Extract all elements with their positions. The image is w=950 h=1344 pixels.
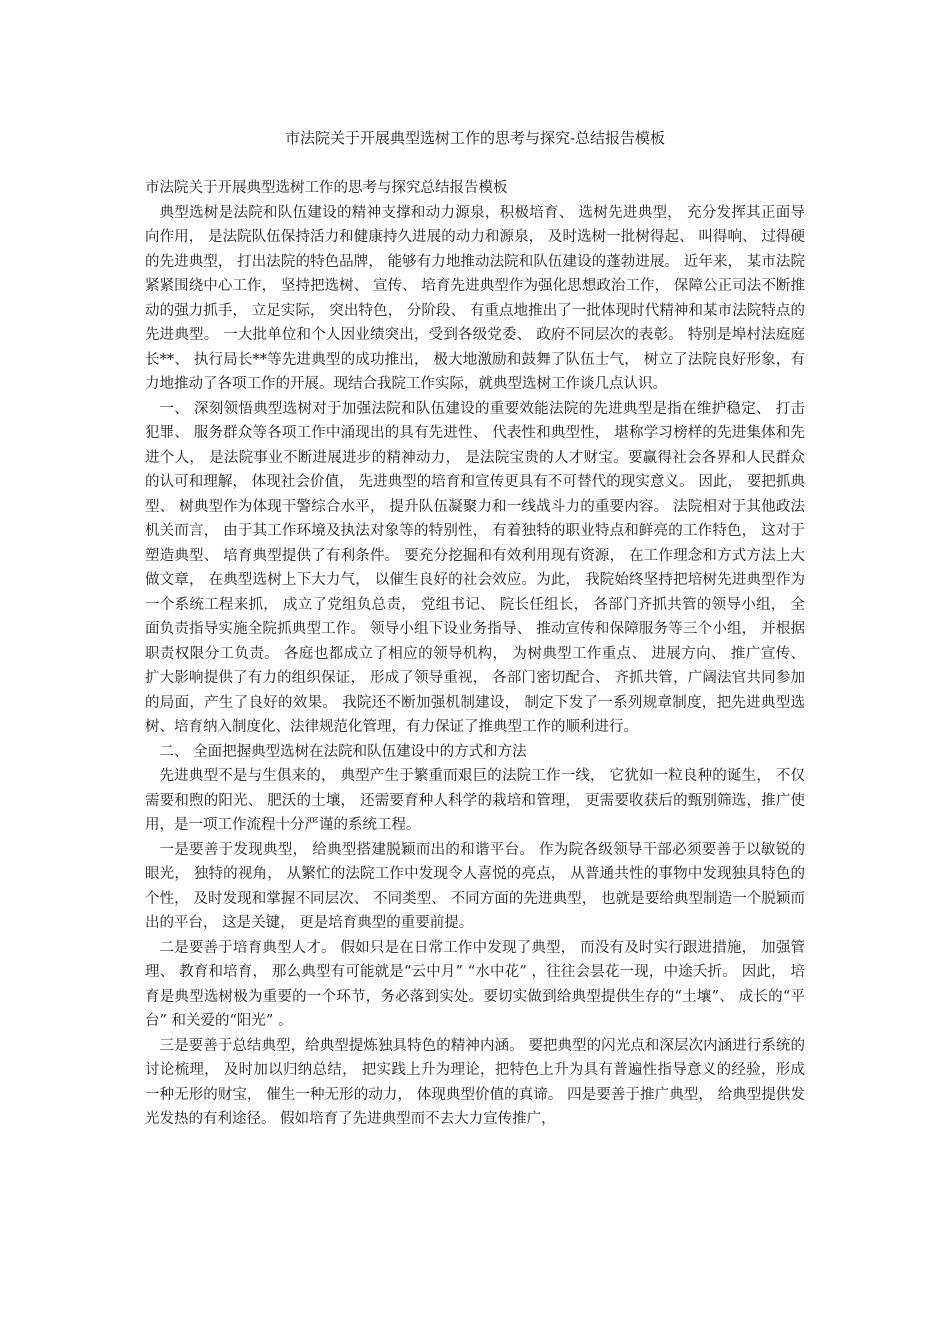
paragraph-intro: 典型选树是法院和队伍建设的精神支撑和动力源泉，积极培育、 选树先进典型， 充分发挥其正面导向作用， 是法院队伍保持活力和健康持久进展的动力和源泉， 及时选树一批树得起、 叫得响、 过得硬的先进典型， 打出法院的特色品牌， 能够有力地推动法院和队伍建设的蓬勃进展。 近年来， 某市法院紧紧围绕中心工作， 坚持把选树、 宣传、 培育先进典型作为强化思想政治工作， 保障公正司法不断推动的强力抓手， 立足实际， 突出特色， 分阶段、 有重点地推出了一批体现时代精神和某市法院特点的先进典型。 一大批单位和个人因业绩突出，受到各级党委、 政府不同层次的表彰。 特别是埠村法庭庭长**、 执行局长**等先进典型的成功推出， 极大地激励和鼓舞了队伍士气， 树立了法院良好形象，有力地推动了各项工作的开展。现结合我院工作实际，就典型选树工作谈几点认识。 <box>145 204 805 392</box>
paragraph-discover-typical: 一是要善于发现典型， 给典型搭建脱颖而出的和谐平台。 作为院各级领导干部必须要善于以敏锐的眼光， 独特的视角， 从繁忙的法院工作中发现令人喜悦的亮点， 从普通共性的事物中发现独具特色的个性， 及时发现和掌握不同层次、 不同类型、 不同方面的先进典型， 也就是要给典型制造一个脱颖而出的平台， 这是关键， 更是培育典型的重要前提。 <box>145 841 805 931</box>
paragraph-typical-origin: 先进典型不是与生俱来的， 典型产生于繁重而艰巨的法院工作一线， 它犹如一粒良种的诞生， 不仅需要和煦的阳光、 肥沃的土壤， 还需要育种人科学的栽培和管理， 更需要收获后的甄别筛选，推广使用，是一项工作流程十分严谨的系统工程。 <box>145 768 805 833</box>
document-subtitle: 市法院关于开展典型选树工作的思考与探究总结报告模板 <box>145 180 508 196</box>
paragraph-summarize-typical: 三是要善于总结典型，给典型提炼独具特色的精神内涵。 要把典型的闪光点和深层次内涵进行系统的讨论梳理， 及时加以归纳总结， 把实践上升为理论，把特色上升为具有普遍性指导意义的经验，形成一种无形的财宝， 催生一种无形的动力， 体现典型价值的真谛。 四是要善于推广典型， 给典型提供发光发热的有利途径。 假如培育了先进典型而不去大力宣传推广， <box>145 1037 805 1127</box>
document-body <box>145 176 805 1132</box>
document-title: 市法院关于开展典型选树工作的思考与探究-总结报告模板 <box>284 129 666 147</box>
section-two-heading: 二、 全面把握典型选树在法院和队伍建设中的方式和方法 <box>159 743 527 760</box>
paragraph-cultivate-typical: 二是要善于培育典型人才。 假如只是在日常工作中发现了典型， 而没有及时实行跟进措施， 加强管理、 教育和培育， 那么典型有可能就是“云中月” “水中花” ，往往会昙花一现，中途夭折。 因此， 培育是典型选树极为重要的一个环节，务必落到实处。要切实做到给典型提供生存的“土壤”、 成长的“平台” 和关爱的“阳光” 。 <box>145 939 805 1029</box>
paragraph-section-one: 一、 深刻领悟典型选树对于加强法院和队伍建设的重要效能法院的先进典型是指在维护稳定、 打击犯罪、 服务群众等各项工作中涌现出的具有先进性、 代表性和典型性， 堪称学习榜样的先进集体和先进个人， 是法院事业不断进展进步的精神动力， 是法院宝贵的人才财宝。要赢得社会各界和人民群众的认可和理解， 体现社会价值， 先进典型的培育和宣传更具有不可替代的现实意义。 因此， 要把抓典型、 树典型作为体现干警综合水平， 提升队伍凝聚力和一线战斗力的重要内容。 法院相对于其他政法机关而言， 由于其工作环境及执法对象等的特别性， 有着独特的职业特点和鲜亮的工作特色， 这对于塑造典型、 培育典型提供了有利条件。 要充分挖掘和有效利用现有资源， 在工作理念和方式方法上大做文章， 在典型选树上下大力气， 以催生良好的社会效应。为此， 我院始终坚持把培树先进典型作为一个系统工程来抓， 成立了党组负总责， 党组书记、 院长任组长， 各部门齐抓共管的领导小组， 全面负责指导实施全院抓典型工作。 领导小组下设业务指导、 推动宣传和保障服务等三个小组， 并根据职责权限分工负责。 各庭也都成立了相应的领导机构， 为树典型工作重点、 进展方向、 推广宣传、 扩大影响提供了有力的组织保证， 形成了领导重视， 各部门密切配合、 齐抓共管，广阔法官共同参加的局面，产生了良好的效果。 我院还不断加强机制建设， 制定下发了一系列规章制度，把先进典型选树、培育纳入制度化、法律规范化管理，有力保证了推典型工作的顺利进行。 <box>145 400 805 735</box>
